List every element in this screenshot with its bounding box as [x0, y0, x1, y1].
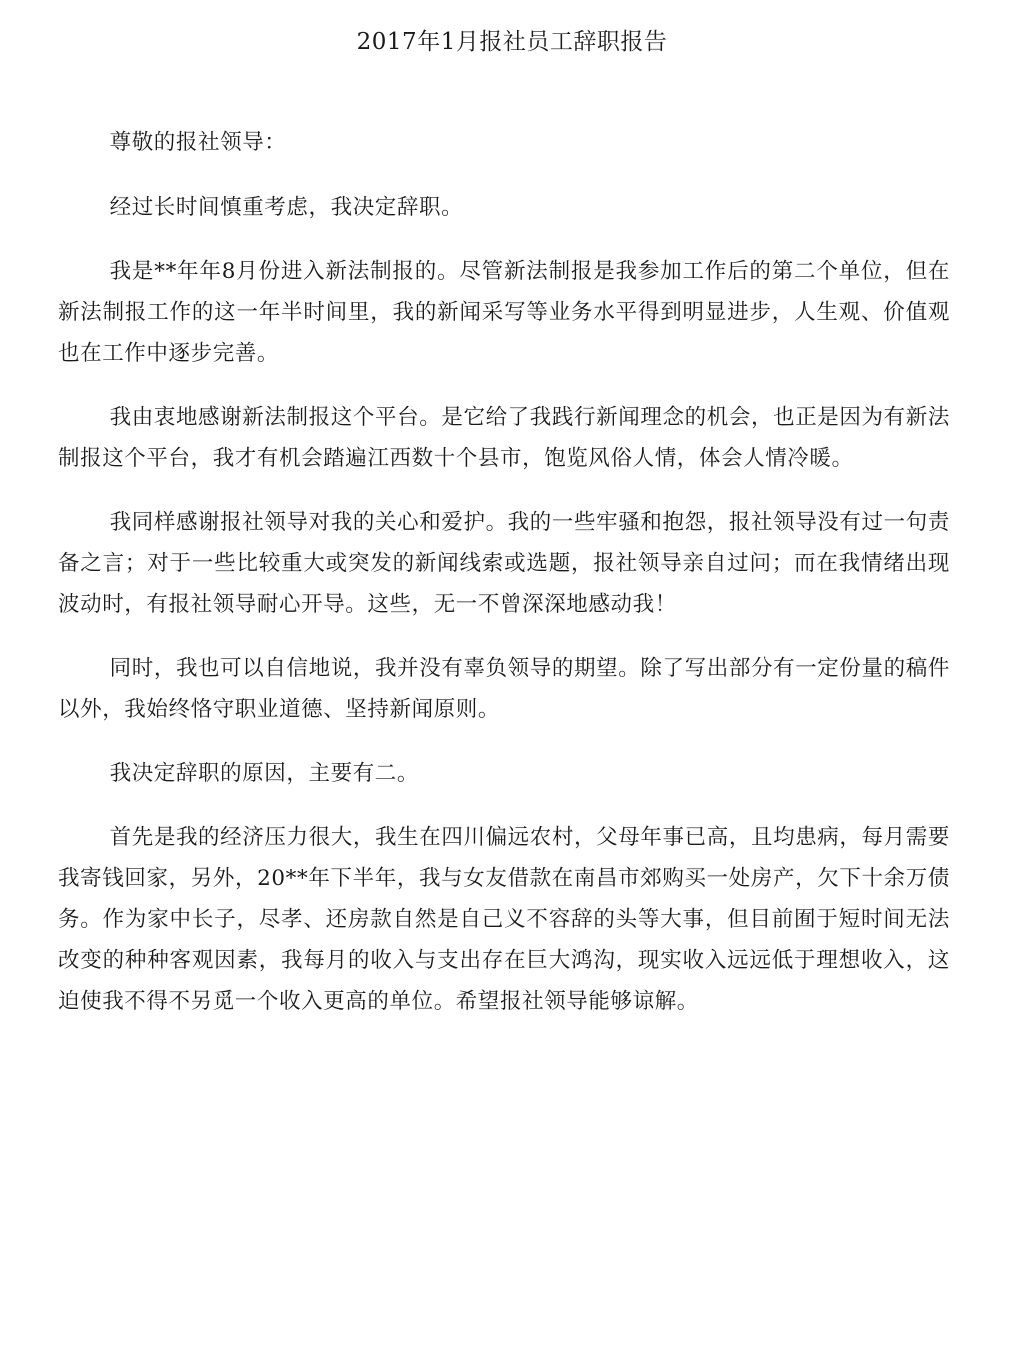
greeting: 尊敬的报社领导： — [109, 130, 287, 155]
paragraph-gratitude-leaders: 我同样感谢报社领导对我的关心和爱护。我的一些牢骚和抱怨，报社领导没有过一句责备之言；对于一些比较重大或突发的新闻线索或选题，报社领导亲自过问；而在我情绪出现波动时，有报社领导耐心开导。这些，无一不曾深深地感动我！ — [58, 510, 950, 617]
document-body — [58, 122, 950, 1045]
paragraph-reasons-intro: 我决定辞职的原因，主要有二。 — [109, 761, 419, 786]
paragraph-background: 我是**年年8月份进入新法制报的。尽管新法制报是我参加工作后的第二个单位，但在新法制报工作的这一年半时间里，我的新闻采写等业务水平得到明显进步，人生观、价值观也在工作中逐步完善。 — [58, 259, 950, 366]
paragraph-gratitude-platform: 我由衷地感谢新法制报这个平台。是它给了我践行新闻理念的机会，也正是因为有新法制报这个平台，我才有机会踏遍江西数十个县市，饱览风俗人情，体会人情冷暖。 — [58, 405, 950, 471]
paragraph-decision: 经过长时间慎重考虑，我决定辞职。 — [109, 195, 464, 220]
document-title: 2017年1月报社员工辞职报告 — [356, 29, 668, 55]
paragraph-confidence: 同时，我也可以自信地说，我并没有辜负领导的期望。除了写出部分有一定份量的稿件以外，我始终恪守职业道德、坚持新闻原则。 — [58, 656, 950, 722]
paragraph-reason-financial: 首先是我的经济压力很大，我生在四川偏远农村，父母年事已高，且均患病，每月需要我寄钱回家，另外，20**年下半年，我与女友借款在南昌市郊购买一处房产，欠下十余万债务。作为家中长子，尽孝、还房款自然是自己义不容辞的头等大事，但目前囿于短时间无法改变的种种客观因素，我每月的收入与支出存在巨大鸿沟，现实收入远远低于理想收入，这迫使我不得不另觅一个收入更高的单位。希望报社领导能够谅解。 — [58, 825, 950, 1014]
